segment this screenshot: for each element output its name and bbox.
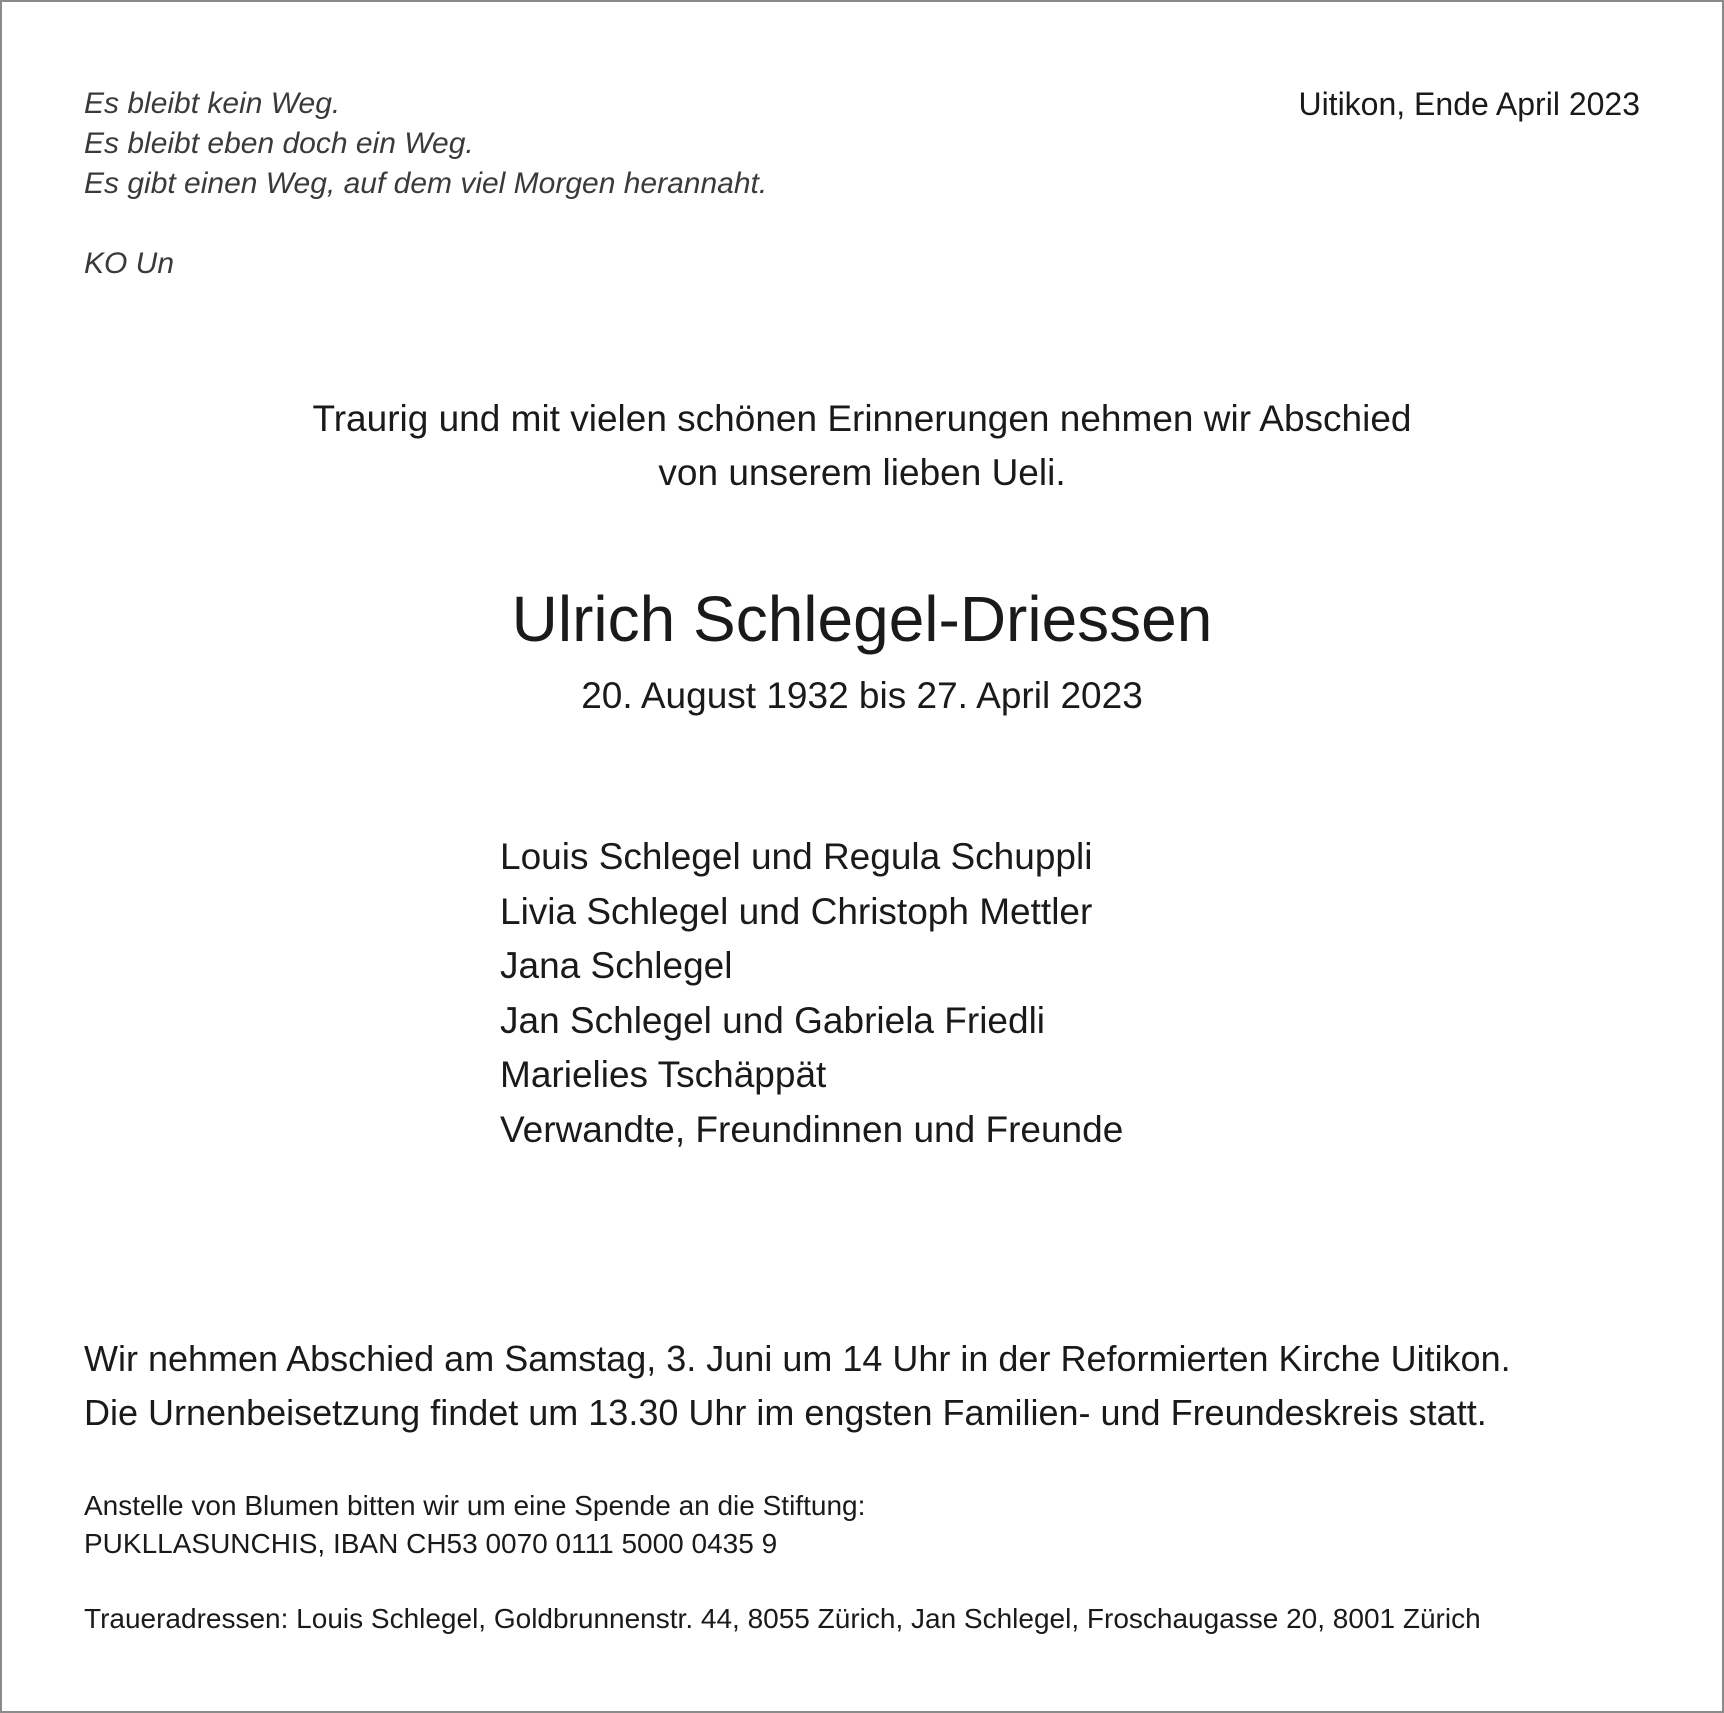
place-date: Uitikon, Ende April 2023 bbox=[1298, 86, 1640, 122]
mourner-entry: Jan Schlegel und Gabriela Friedli bbox=[500, 999, 1046, 1041]
mourner-entry: Marielies Tschäppät bbox=[500, 1054, 827, 1095]
mourners-list bbox=[500, 830, 1123, 1157]
motto-line: Es bleibt kein Weg. bbox=[84, 87, 341, 120]
intro-line: Traurig und mit vielen schönen Erinnerungen nehmen wir Abschied bbox=[312, 398, 1412, 439]
intro-line: von unserem lieben Ueli. bbox=[658, 452, 1066, 493]
mourner-entry: Louis Schlegel und Regula Schuppli bbox=[500, 836, 1093, 877]
motto-line: Es gibt einen Weg, auf dem viel Morgen herannaht. bbox=[84, 167, 768, 200]
mourner-entry: Livia Schlegel und Christoph Mettler bbox=[500, 890, 1093, 932]
life-dates: 20. August 1932 bis 27. April 2023 bbox=[581, 675, 1143, 716]
mourner-entry: Jana Schlegel bbox=[500, 945, 733, 986]
donation-iban: PUKLLASUNCHIS, IBAN CH53 0070 0111 5000 0435 9 bbox=[84, 1528, 778, 1559]
donation-line: Anstelle von Blumen bitten wir um eine Spende an die Stiftung: bbox=[84, 1490, 866, 1521]
ceremony-line: Wir nehmen Abschied am Samstag, 3. Juni um 14 Uhr in der Reformierten Kirche Uitikon. bbox=[84, 1338, 1511, 1379]
mourner-entry: Verwandte, Freundinnen und Freunde bbox=[500, 1108, 1124, 1150]
motto-quote bbox=[84, 84, 767, 284]
deceased-name: Ulrich Schlegel-Driessen bbox=[511, 583, 1213, 655]
ceremony-info bbox=[84, 1332, 1511, 1440]
donation-info bbox=[84, 1487, 865, 1563]
motto-line: Es bleibt eben doch ein Weg. bbox=[84, 127, 474, 160]
intro-text bbox=[2, 392, 1722, 500]
mourning-addresses: Traueradressen: Louis Schlegel, Goldbrunnenstr. 44, 8055 Zürich, Jan Schlegel, Froschaugasse 20, 8001 Zürich bbox=[84, 1603, 1481, 1634]
motto-author: KO Un bbox=[84, 247, 175, 280]
ceremony-line: Die Urnenbeisetzung findet um 13.30 Uhr im engsten Familien- und Freundeskreis statt. bbox=[84, 1392, 1487, 1433]
